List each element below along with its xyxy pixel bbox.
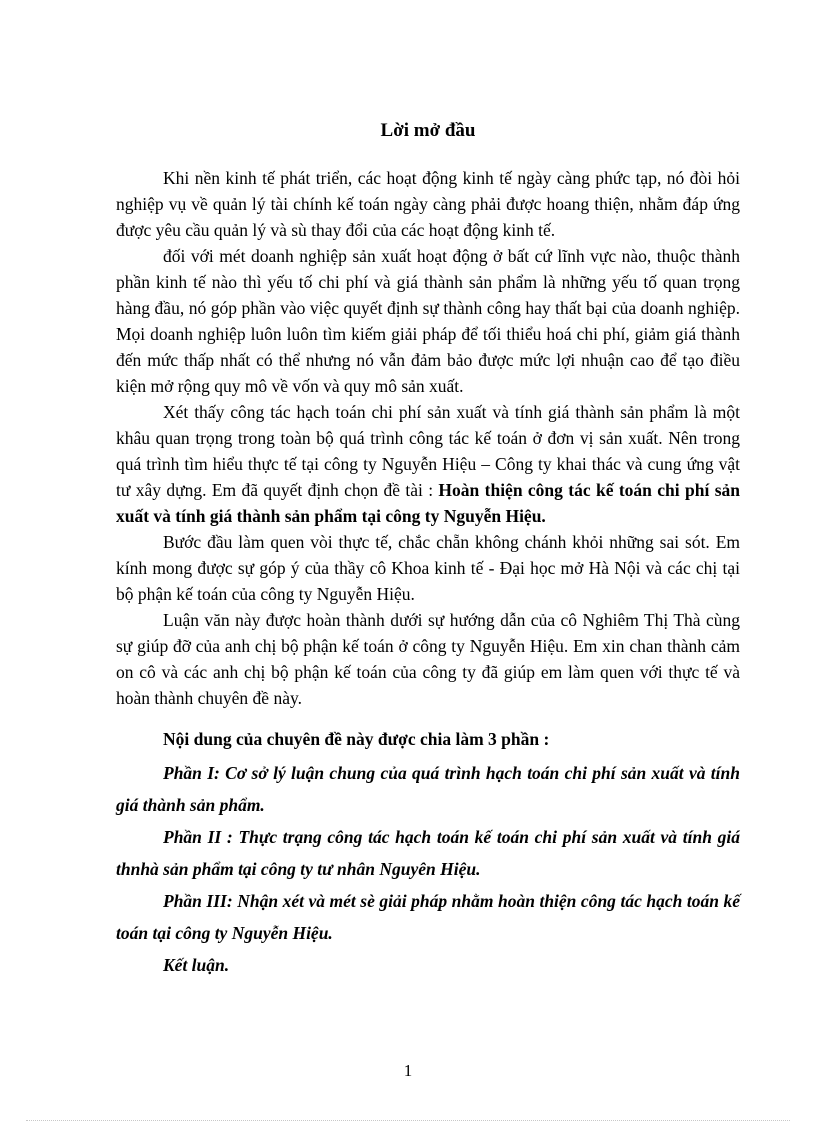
outline-heading: Nội dung của chuyên đề này được chia làm 3 phần : xyxy=(163,729,550,749)
page-number: 1 xyxy=(403,1061,413,1080)
intro-paragraph-1: Khi nền kinh tế phát triển, các hoạt động kinh tế ngày càng phức tạp, nó đòi hỏi nghiệp vụ về quản lý tài chính kế toán ngày càng phải được hoang thiện, nhằm đáp ứng được yêu cầu quản lý và sù thay đổi của các hoạt động kinh tế. xyxy=(116,168,740,240)
document-body xyxy=(116,118,740,981)
topic-title: Hoàn thiện công tác kế toán chi phí sản xuất và tính giá thành sản phẩm tại công ty Nguyễn Hiệu. xyxy=(116,480,740,526)
outline-part-2: Phần II : Thực trạng công tác hạch toán kế toán chi phí sản xuất và tính giá thnhà sản phẩm tại công ty tư nhân Nguyên Hiệu. xyxy=(116,827,740,879)
topic-paragraph-text: Xét thấy công tác hạch toán chi phí sản xuất và tính giá thành sản phẩm là một khâu quan trọng trong toàn bộ quá trình công tác kế toán ở đơn vị sản xuất. Nên trong quá trình tìm hiểu thực tế tại công ty Nguyễn Hiệu – Công ty khai thác và cung ứng vật tư xây dựng. Em đã quyết định chọn đề tài : xyxy=(116,402,740,500)
outline-conclusion: Kết luận. xyxy=(163,955,230,975)
document-title: Lời mở đầu xyxy=(380,120,476,141)
outline-part-1: Phần I: Cơ sở lý luận chung của quá trình hạch toán chi phí sản xuất và tính giá thành sản phẩm. xyxy=(116,763,740,815)
outline-part-3: Phần III: Nhận xét và mét sè giải pháp nhằm hoàn thiện công tác hạch toán kế toán tại công ty Nguyễn Hiệu. xyxy=(116,891,740,943)
topic-paragraph xyxy=(116,399,740,529)
acknowledgement-paragraph-1: Bước đầu làm quen vòi thực tế, chắc chẵn không chánh khỏi những sai sót. Em kính mong được sự góp ý của thầy cô Khoa kinh tế - Đại học mở Hà Nội và các chị tại bộ phận kế toán của công ty Nguyễn Hiệu. xyxy=(116,532,740,604)
intro-paragraph-2: đối với mét doanh nghiệp sản xuất hoạt động ở bất cứ lĩnh vực nào, thuộc thành phần kinh tế nào thì yếu tố chi phí và giá thành sản phẩm là những yếu tố quan trọng hàng đầu, nó góp phần vào việc quyết định sự thành công hay thất bại của doanh nghiệp. Mọi doanh nghiệp luôn luôn tìm kiếm giải pháp để tối thiểu hoá chi phí, giảm giá thành đến mức thấp nhất có thể nhưng nó vẫn đảm bảo được mức lợi nhuận cao để tạo điều kiện mở rộng quy mô về vốn và quy mô sản xuất. xyxy=(116,246,740,396)
acknowledgement-paragraph-2: Luận văn này được hoàn thành dưới sự hướng dẫn của cô Nghiêm Thị Thà cùng sự giúp đỡ của anh chị bộ phận kế toán ở công ty Nguyễn Hiệu. Em xin chan thành cảm on cô và các anh chị bộ phận kế toán của công ty đã giúp em làm quen với thực tế và hoàn thành chuyên đề này. xyxy=(116,610,740,708)
page-bottom-divider xyxy=(26,1120,790,1121)
